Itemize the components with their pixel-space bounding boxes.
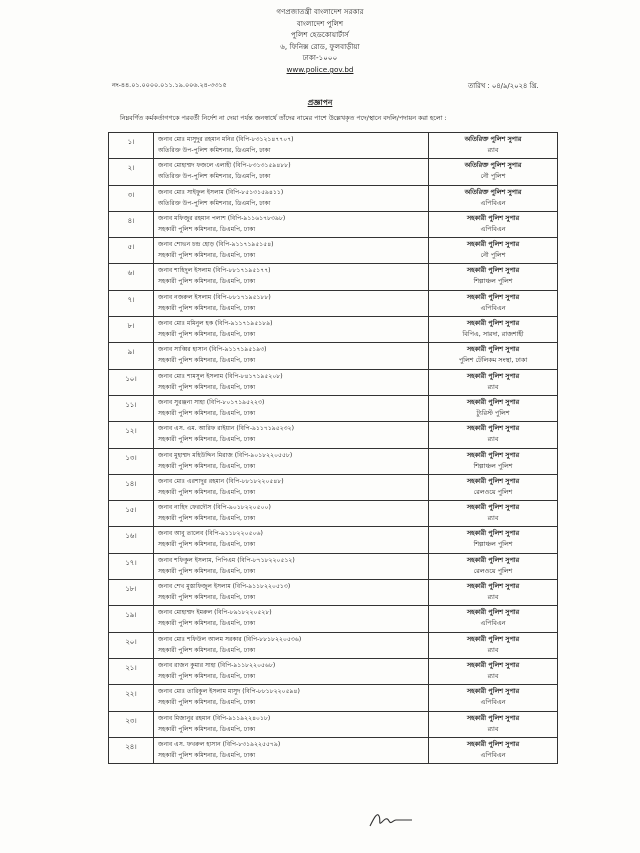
serial-number: ১৯।: [109, 606, 154, 632]
current-posting: সহকারী পুলিশ কমিশনার, ডিএমপি, ঢাকা: [158, 436, 256, 444]
officer-name: জনাব মোঃ মমিনুল হক (বিপি-৯১১৭১৯৫১৮৯): [158, 320, 273, 328]
new-post: সহকারী পুলিশ সুপার: [466, 240, 520, 249]
serial-number: ৬।: [109, 264, 154, 290]
officer-name: জনাব মফিজুর রহমান পলাশ (বিপি-৯১১৬১৭৮৩৯৮): [158, 214, 286, 222]
new-place: এপিবিএন: [480, 224, 506, 233]
officer-name: জনাব মুহাম্মদ মহিউদ্দিন মিরাজ (বিপি-৯০১৮২২০৫৫৮): [158, 451, 293, 459]
new-post: সহকারী পুলিশ সুপার: [466, 292, 520, 301]
officer-name: জনাব মোঃ এরশাদুর রহমান (বিপি-৮৮১৮২২০৫৪৮): [158, 477, 284, 485]
current-posting: অতিরিক্ত উপ-পুলিশ কমিশনার, ডিএমপি, ঢাকা: [158, 173, 271, 181]
officer-cell: [154, 474, 429, 500]
current-posting: সহকারী পুলিশ কমিশনার, ডিএমপি, ঢাকা: [158, 357, 256, 365]
office-address: ৬, ফিনিক্স রোড, ফুলবাড়ীয়া: [280, 41, 360, 51]
table-row: [109, 395, 558, 421]
officer-name: জনাব রাজন কুমার সাহা (বিপি-৯১১৮২২০৫৬৮): [158, 661, 276, 669]
office-city: ঢাকা-১০০০: [302, 53, 338, 63]
new-place: রেলওয়ে পুলিশ: [473, 487, 513, 496]
new-place: এপিবিএন: [480, 750, 506, 759]
table-row: [109, 343, 558, 369]
website-link[interactable]: www.police.gov.bd: [286, 64, 354, 74]
officer-name: জনাব মোঃ মাসুদুর রহমান মনির (বিপি-৮৩১২১৪৭৭০৭): [158, 136, 294, 143]
table-row: [109, 290, 558, 316]
current-posting: সহকারী পুলিশ কমিশনার, ডিএমপি, ঢাকা: [158, 462, 256, 470]
officer-name: জনাব শেখ মুস্তাফিজুল ইসলাম (বিপি-৯১১৮২২০৫১৩): [158, 583, 291, 591]
officer-name: জনাব মোঃ শফিউল আলম সরকার (বিপি-৮৮১৮২২০৫৩৬): [158, 635, 302, 643]
current-posting: সহকারী পুলিশ কমিশনার, ডিএমপি, ঢাকা: [158, 646, 256, 654]
serial-number: ২।: [109, 159, 154, 185]
new-post: সহকারী পুলিশ সুপার: [466, 371, 520, 380]
table-row: [109, 553, 558, 579]
table-row: [109, 133, 558, 159]
officer-cell: [154, 290, 429, 316]
current-posting: সহকারী পুলিশ কমিশনার, ডিএমপি, ঢাকা: [158, 515, 256, 523]
officer-cell: [154, 159, 429, 185]
new-place: র‍্যাব: [487, 724, 499, 733]
table-row: [109, 369, 558, 395]
serial-number: ৫।: [109, 238, 154, 264]
signature-mark: [368, 808, 414, 830]
officer-cell: [154, 527, 429, 553]
new-place: শিল্পাঞ্চল পুলিশ: [473, 277, 513, 286]
serial-number: ২২।: [109, 685, 154, 711]
letterhead: [0, 6, 640, 76]
new-place: এপিবিএন: [480, 303, 506, 312]
officer-cell: [154, 606, 429, 632]
officer-name: জনাব সাব্বির হাসান (বিপি-৯১১৭১৯৫১৯৩): [158, 346, 267, 354]
current-posting: সহকারী পুলিশ কমিশনার, ডিএমপি, ঢাকা: [158, 383, 256, 391]
table-row: [109, 501, 558, 527]
table-row: [109, 238, 558, 264]
officer-name: জনাব শাহিদুল ইসলাম (বিপি-৮৮১৭১৯৫১৭৭): [158, 267, 271, 275]
memo-reference: নং-৪৪.০১.০০০০.০১১.১৯.০০৬.২৪-৩৩১৫: [112, 81, 227, 89]
new-posting-cell: [429, 580, 558, 606]
current-posting: সহকারী পুলিশ কমিশনার, ডিএমপি, ঢাকা: [158, 252, 256, 260]
officer-name: জনাব শফিকুল ইসলাম, পিপিএম (বিপি-৮৭১৮২২০৫১২): [158, 556, 295, 564]
table-row: [109, 527, 558, 553]
officer-cell: [154, 632, 429, 658]
new-place: র‍্যাব: [487, 514, 499, 523]
new-place: নৌ পুলিশ: [480, 251, 506, 260]
new-posting-cell: [429, 658, 558, 684]
new-post: সহকারী পুলিশ সুপার: [466, 345, 520, 354]
new-posting-cell: [429, 606, 558, 632]
office-name: পুলিশ হেডকোয়ার্টার্স: [291, 30, 349, 40]
table-row: [109, 185, 558, 211]
new-posting-cell: [429, 369, 558, 395]
new-post: সহকারী পুলিশ সুপার: [466, 476, 520, 485]
serial-number: ১০।: [109, 369, 154, 395]
new-posting-cell: [429, 211, 558, 237]
new-place: বিপিএ, সারদা, রাজশাহী: [462, 330, 524, 339]
memo-date: তারিখ : ০৪/৯/২০২৪ খ্রি.: [468, 82, 539, 90]
new-place: র‍্যাব: [487, 671, 499, 680]
table-row: [109, 658, 558, 684]
table-row: [109, 159, 558, 185]
officer-cell: [154, 711, 429, 737]
officer-name: জনাব নাহিদ ফেরদৌস (বিপি-৯০১৮২২০৫০০): [158, 504, 271, 512]
officer-name: জনাব এস. এম. আরিফ রাইয়ান (বিপি-৯১১৭১৯৫২৩২): [158, 425, 294, 433]
new-posting-cell: [429, 317, 558, 343]
table-row: [109, 606, 558, 632]
new-post: সহকারী পুলিশ সুপার: [466, 687, 520, 696]
officer-name: জনাব এস. ফখরুল হাসান (বিপি-৮৩১৯২২৫৫৭৯): [158, 740, 281, 748]
officer-name: জনাব মোঃ সাইফুল ইসলাম (বিপি-৮৫১৩১৫৯৪১১): [158, 188, 284, 196]
new-posting-cell: [429, 238, 558, 264]
new-place: এপিবিএন: [480, 698, 506, 707]
new-post: সহকারী পুলিশ সুপার: [466, 503, 520, 512]
government-name: গণপ্রজাতন্ত্রী বাংলাদেশ সরকার: [276, 7, 364, 16]
serial-number: ৭।: [109, 290, 154, 316]
new-place: শিল্পাঞ্চল পুলিশ: [473, 540, 513, 549]
new-post: সহকারী পুলিশ সুপার: [466, 713, 520, 722]
new-post: অতিরিক্ত পুলিশ সুপার: [464, 161, 522, 170]
current-posting: অতিরিক্ত উপ-পুলিশ কমিশনার, ডিএমপি, ঢাকা: [158, 147, 271, 154]
new-post: সহকারী পুলিশ সুপার: [466, 424, 520, 433]
officer-name: জনাব মোহাম্মদ ফজলে এলাহী (বিপি-৮৩১৩১৫৯৪৮৮): [158, 162, 291, 170]
new-posting-cell: [429, 527, 558, 553]
new-post: অতিরিক্ত পুলিশ সুপার: [464, 135, 522, 143]
new-posting-cell: [429, 395, 558, 421]
officer-cell: [154, 369, 429, 395]
officer-name: জনাব শোভন চন্দ্র হোড় (বিপি-৯১১৭১৯৫১৫৪): [158, 241, 274, 249]
current-posting: সহকারী পুলিশ কমিশনার, ডিএমপি, ঢাকা: [158, 304, 256, 312]
table-row: [109, 474, 558, 500]
serial-number: ৩।: [109, 185, 154, 211]
officer-cell: [154, 422, 429, 448]
new-post: সহকারী পুলিশ সুপার: [466, 213, 520, 222]
officer-name: জনাব মোঃ তারিকুল ইসলাম মাসুদ (বিপি-৮৮১৮২২০৫৯৪): [158, 688, 300, 696]
new-posting-cell: [429, 159, 558, 185]
officer-cell: [154, 133, 429, 159]
table-row: [109, 422, 558, 448]
new-posting-cell: [429, 185, 558, 211]
new-post: সহকারী পুলিশ সুপার: [466, 660, 520, 669]
new-posting-cell: [429, 553, 558, 579]
serial-number: ১১।: [109, 395, 154, 421]
new-place: র‍্যাব: [487, 645, 499, 654]
intro-text: নিম্নবর্ণিত কর্মকর্তাগণকে পরবর্তী নির্দেশ না দেয়া পর্যন্ত জনস্বার্থে তাঁদের নামের পাশে উল্লেখকৃত পদে/স্থানে বদলি/পদায়ন করা হলো :: [120, 114, 447, 122]
serial-number: ১।: [109, 133, 154, 159]
serial-number: ৯।: [109, 343, 154, 369]
table-row: [109, 317, 558, 343]
current-posting: সহকারী পুলিশ কমিশনার, ডিএমপি, ঢাকা: [158, 672, 256, 680]
table-row: [109, 264, 558, 290]
new-posting-cell: [429, 448, 558, 474]
new-post: অতিরিক্ত পুলিশ সুপার: [464, 187, 522, 196]
officer-cell: [154, 553, 429, 579]
officer-cell: [154, 501, 429, 527]
serial-number: ১৮।: [109, 580, 154, 606]
transfer-table: [108, 132, 558, 764]
serial-number: ২৩।: [109, 711, 154, 737]
serial-number: ১৭।: [109, 553, 154, 579]
serial-number: ৪।: [109, 211, 154, 237]
serial-number: ১৪।: [109, 474, 154, 500]
new-posting-cell: [429, 474, 558, 500]
new-post: সহকারী পুলিশ সুপার: [466, 634, 520, 643]
current-posting: সহকারী পুলিশ কমিশনার, ডিএমপি, ঢাকা: [158, 751, 256, 759]
new-posting-cell: [429, 264, 558, 290]
new-post: সহকারী পুলিশ সুপার: [466, 266, 520, 275]
serial-number: ১৩।: [109, 448, 154, 474]
new-post: সহকারী পুলিশ সুপার: [466, 555, 520, 564]
new-posting-cell: [429, 422, 558, 448]
officer-cell: [154, 211, 429, 237]
table-row: [109, 211, 558, 237]
new-place: ট্যুরিস্ট পুলিশ: [476, 408, 510, 417]
department-name: বাংলাদেশ পুলিশ: [296, 18, 344, 28]
officer-cell: [154, 238, 429, 264]
serial-number: ২১।: [109, 658, 154, 684]
new-place: রেলওয়ে পুলিশ: [473, 566, 513, 575]
serial-number: ১৫।: [109, 501, 154, 527]
new-place: র‍্যাব: [487, 382, 499, 391]
current-posting: সহকারী পুলিশ কমিশনার, ডিএমপি, ঢাকা: [158, 225, 256, 233]
officer-cell: [154, 343, 429, 369]
current-posting: সহকারী পুলিশ কমিশনার, ডিএমপি, ঢাকা: [158, 488, 256, 496]
new-place: র‍্যাব: [487, 593, 499, 602]
new-place: নৌ পুলিশ: [480, 172, 506, 181]
serial-number: ২৪।: [109, 737, 154, 763]
officer-name: জনাব নজরুল ইসলাম (বিপি-৮৮১৭১৯৫১৮৮): [158, 293, 271, 301]
officer-cell: [154, 448, 429, 474]
new-place: র‍্যাব: [487, 146, 499, 154]
new-post: সহকারী পুলিশ সুপার: [466, 582, 520, 591]
new-place: এপিবিএন: [480, 198, 506, 207]
current-posting: সহকারী পুলিশ কমিশনার, ডিএমপি, ঢাকা: [158, 409, 256, 417]
officer-cell: [154, 737, 429, 763]
table-row: [109, 737, 558, 763]
officer-cell: [154, 658, 429, 684]
table-row: [109, 448, 558, 474]
serial-number: ২০।: [109, 632, 154, 658]
new-post: সহকারী পুলিশ সুপার: [466, 319, 520, 328]
new-posting-cell: [429, 737, 558, 763]
new-place: এপিবিএন: [480, 619, 506, 628]
serial-number: ১২।: [109, 422, 154, 448]
officer-cell: [154, 580, 429, 606]
officer-cell: [154, 685, 429, 711]
officer-cell: [154, 317, 429, 343]
table-row: [109, 632, 558, 658]
new-posting-cell: [429, 632, 558, 658]
new-posting-cell: [429, 343, 558, 369]
new-posting-cell: [429, 711, 558, 737]
new-post: সহকারী পুলিশ সুপার: [466, 450, 520, 459]
new-posting-cell: [429, 685, 558, 711]
new-post: সহকারী পুলিশ সুপার: [466, 608, 520, 617]
officer-name: জনাব মোহাম্মদ ইমরুল (বিপি-৮৯১৮২২০৫২৮): [158, 609, 272, 617]
new-posting-cell: [429, 290, 558, 316]
current-posting: সহকারী পুলিশ কমিশনার, ডিএমপি, ঢাকা: [158, 567, 256, 575]
current-posting: সহকারী পুলিশ কমিশনার, ডিএমপি, ঢাকা: [158, 331, 256, 339]
new-posting-cell: [429, 501, 558, 527]
officer-name: জনাব আবু তালেব (বিপি-৯১১৮২২০৫০৬): [158, 530, 263, 538]
officer-name: জনাব মিজানুর রহমান (বিপি-৯১১৯২২৪০১৮): [158, 714, 271, 722]
new-post: সহকারী পুলিশ সুপার: [466, 529, 520, 538]
officer-cell: [154, 264, 429, 290]
current-posting: সহকারী পুলিশ কমিশনার, ডিএমপি, ঢাকা: [158, 725, 256, 733]
officer-cell: [154, 185, 429, 211]
current-posting: সহকারী পুলিশ কমিশনার, ডিএমপি, ঢাকা: [158, 594, 256, 602]
new-post: সহকারী পুলিশ সুপার: [466, 397, 520, 406]
current-posting: সহকারী পুলিশ কমিশনার, ডিএমপি, ঢাকা: [158, 278, 256, 286]
current-posting: অতিরিক্ত উপ-পুলিশ কমিশনার, ডিএমপি, ঢাকা: [158, 199, 271, 207]
current-posting: সহকারী পুলিশ কমিশনার, ডিএমপি, ঢাকা: [158, 541, 256, 549]
table-row: [109, 711, 558, 737]
document-subject: প্রজ্ঞাপন: [307, 98, 333, 107]
new-place: শিল্পাঞ্চল পুলিশ: [473, 461, 513, 470]
officer-name: জনাব সুরঞ্জনা সাহা (বিপি-৮০১৭১৯৫২২৩): [158, 398, 265, 406]
new-place: পুলিশ টেলিকম সংস্থা, ঢাকা: [458, 356, 528, 365]
new-post: সহকারী পুলিশ সুপার: [466, 739, 520, 748]
current-posting: সহকারী পুলিশ কমিশনার, ডিএমপি, ঢাকা: [158, 699, 256, 707]
serial-number: ৮।: [109, 317, 154, 343]
officer-name: জনাব মোঃ শামসুল ইসলাম (বিপি-৮৪১৭১৯৫২০৮): [158, 372, 283, 380]
table-row: [109, 685, 558, 711]
new-place: র‍্যাব: [487, 435, 499, 444]
new-posting-cell: [429, 133, 558, 159]
officer-cell: [154, 395, 429, 421]
current-posting: সহকারী পুলিশ কমিশনার, ডিএমপি, ঢাকা: [158, 620, 256, 628]
table-row: [109, 580, 558, 606]
serial-number: ১৬।: [109, 527, 154, 553]
